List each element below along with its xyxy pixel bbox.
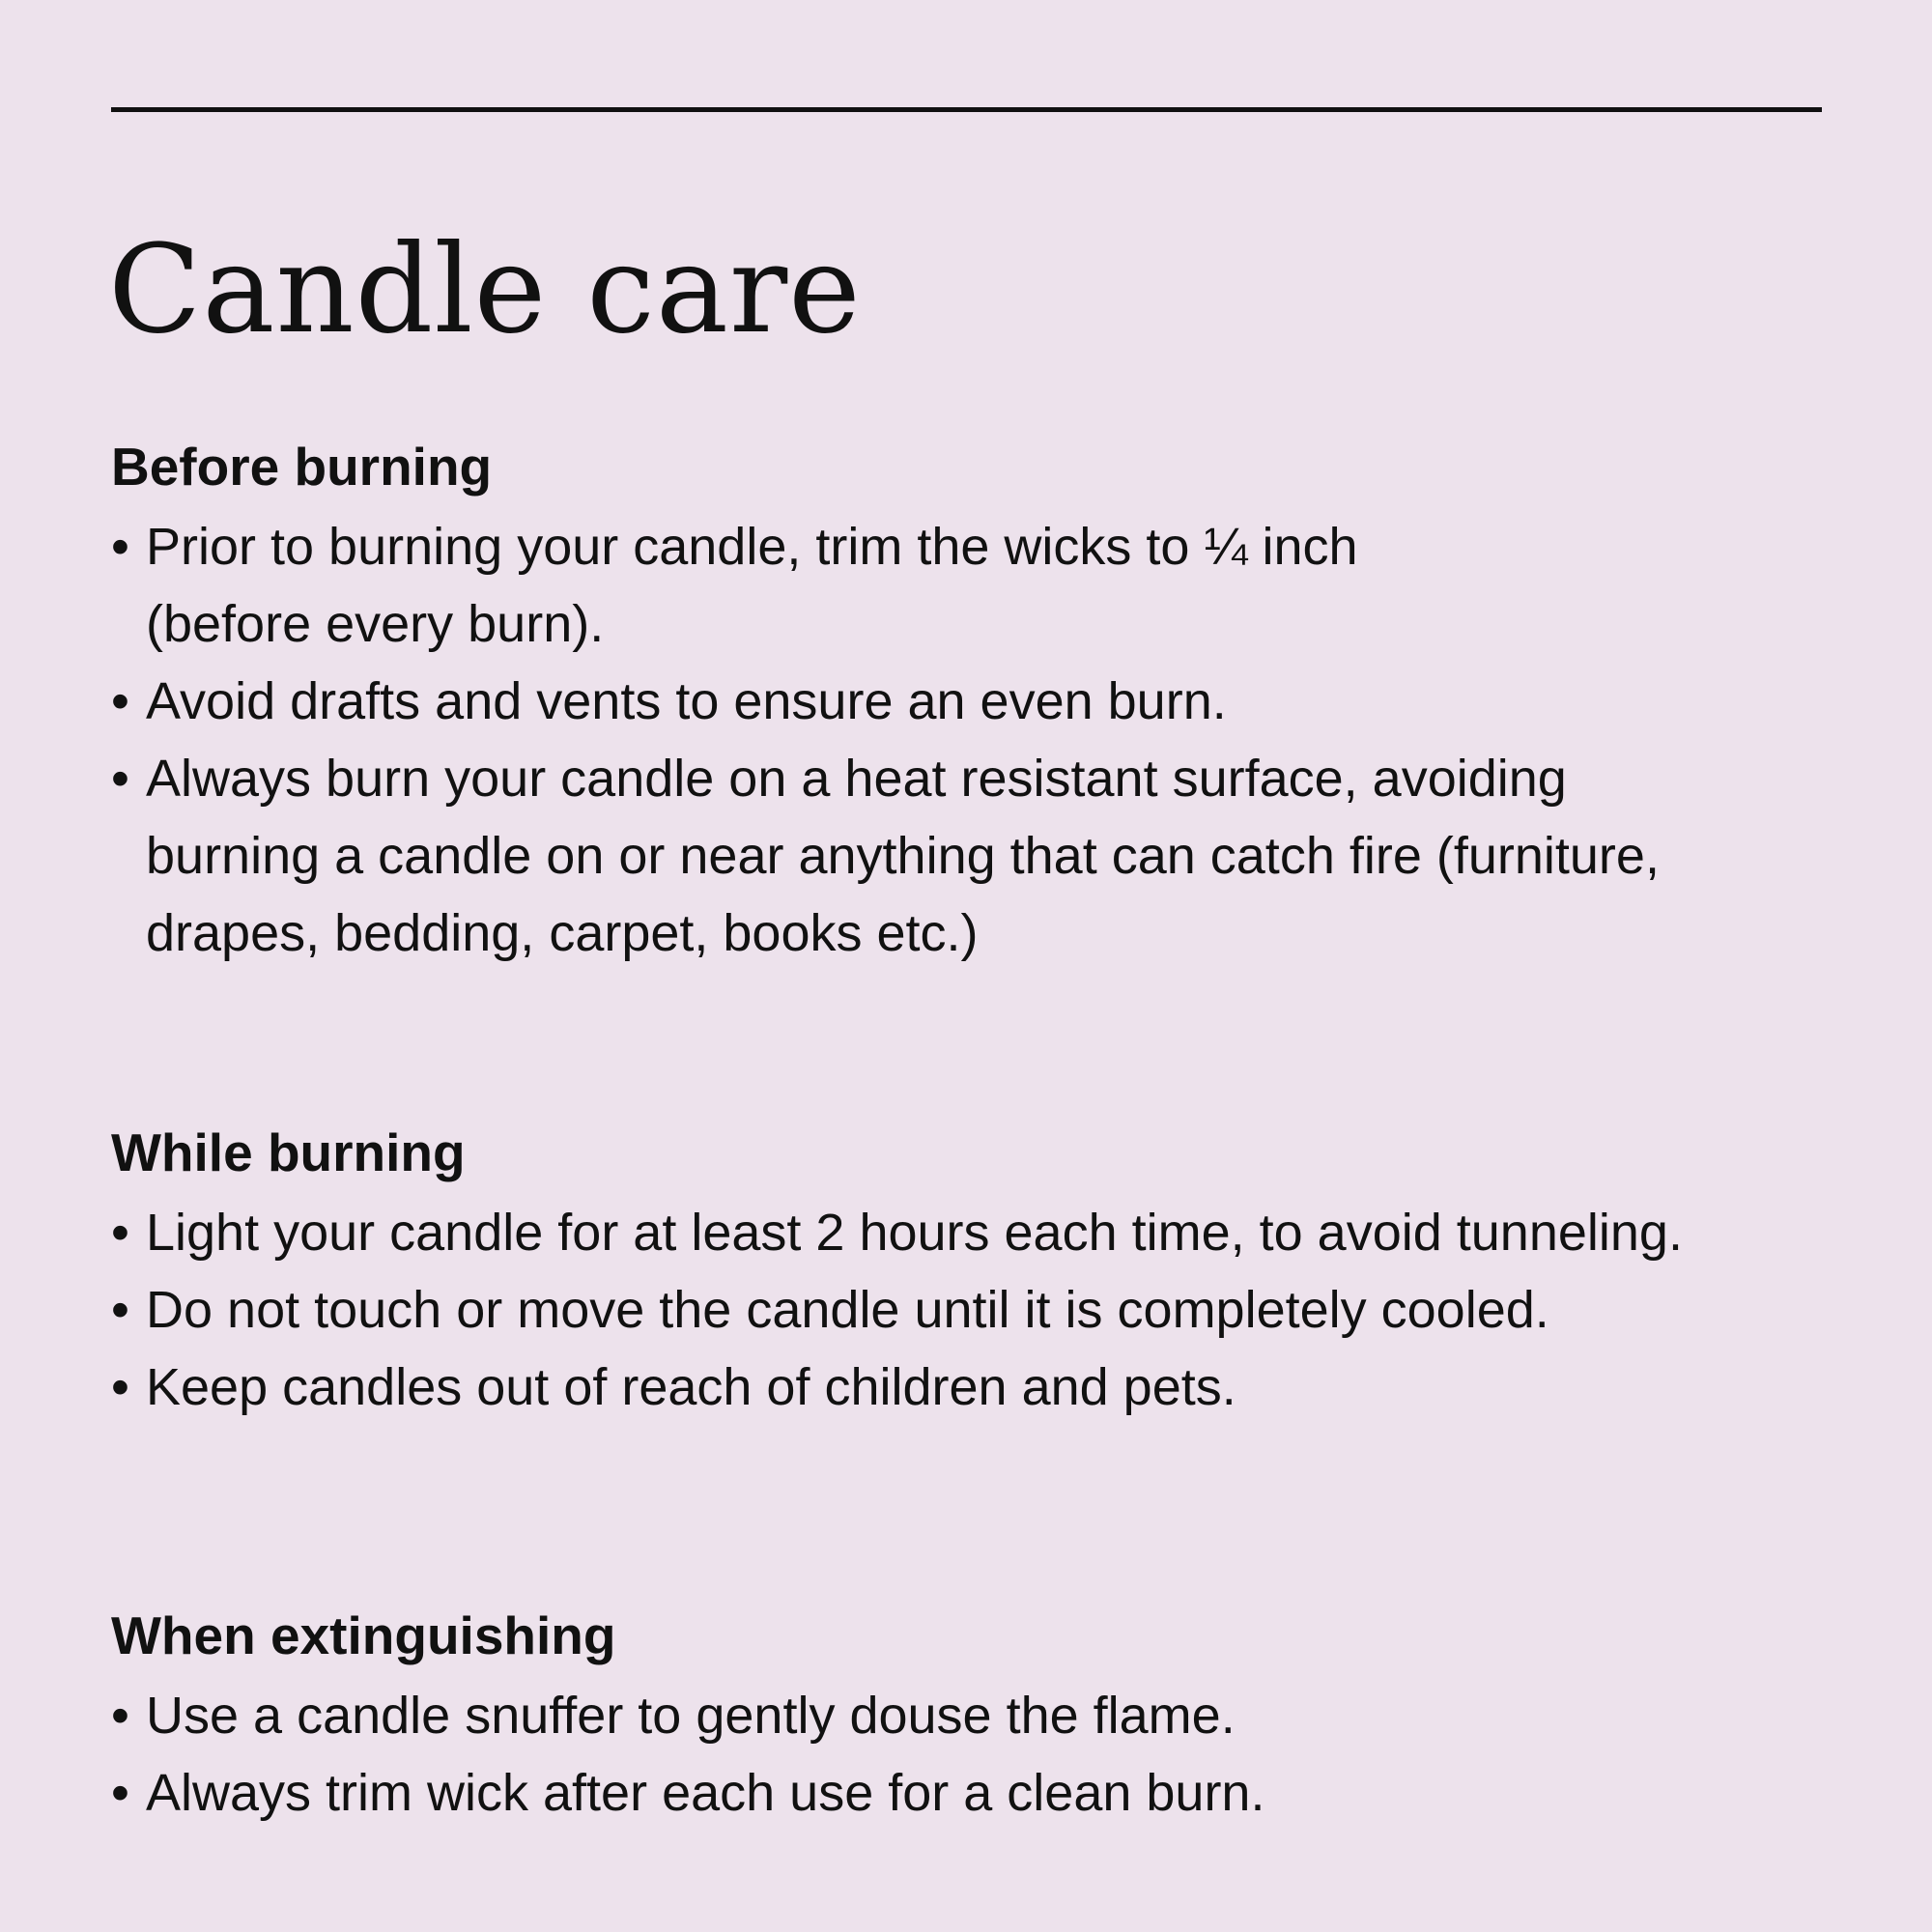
bullet-icon: • <box>111 1281 129 1339</box>
list-item-text: Keep candles out of reach of children and pets. <box>146 1358 1236 1416</box>
bullet-icon: • <box>111 750 129 808</box>
section-heading: While burning <box>111 1122 466 1182</box>
list-item-text <box>146 740 1836 972</box>
list-item-line: Prior to burning your candle, trim the wicks to ¼ inch (before every burn). <box>146 518 1358 653</box>
list-item <box>111 1194 1850 1271</box>
bullet-list <box>111 1677 1850 1832</box>
section-heading: When extinguishing <box>111 1605 616 1665</box>
list-item <box>111 1349 1850 1426</box>
list-item <box>111 663 1850 740</box>
list-item-text: Always trim wick after each use for a clean burn. <box>146 1764 1265 1822</box>
section-while-burning <box>111 1119 1850 1426</box>
section-when-extinguishing <box>111 1602 1850 1832</box>
section-heading: Before burning <box>111 437 493 497</box>
section-before-burning <box>111 433 1850 972</box>
list-item-text: Do not touch or move the candle until it is completely cooled. <box>146 1281 1549 1339</box>
bullet-icon: • <box>111 1204 129 1262</box>
top-divider <box>111 107 1822 112</box>
list-item-text: Light your candle for at least 2 hours each time, to avoid tunneling. <box>146 1204 1683 1262</box>
bullet-list <box>111 1194 1850 1426</box>
bullet-icon: • <box>111 1687 129 1745</box>
list-item <box>111 508 1850 663</box>
bullet-icon: • <box>111 518 129 576</box>
list-item <box>111 1754 1850 1832</box>
bullet-icon: • <box>111 672 129 730</box>
list-item <box>111 1677 1850 1754</box>
bullet-list <box>111 508 1850 972</box>
bullet-icon: • <box>111 1358 129 1416</box>
list-item <box>111 1271 1850 1349</box>
list-item <box>111 740 1850 972</box>
list-item-text: Avoid drafts and vents to ensure an even burn. <box>146 672 1227 730</box>
list-item-text <box>146 508 1836 663</box>
bullet-icon: • <box>111 1764 129 1822</box>
list-item-text: Use a candle snuffer to gently douse the flame. <box>146 1687 1236 1745</box>
list-item-line: Always burn your candle on a heat resistant surface, avoiding burning a candle on or near anything that can catch fire (furniture, drapes, bedding, carpet, books etc.) <box>146 750 1660 962</box>
page-title: Candle care <box>108 218 862 360</box>
